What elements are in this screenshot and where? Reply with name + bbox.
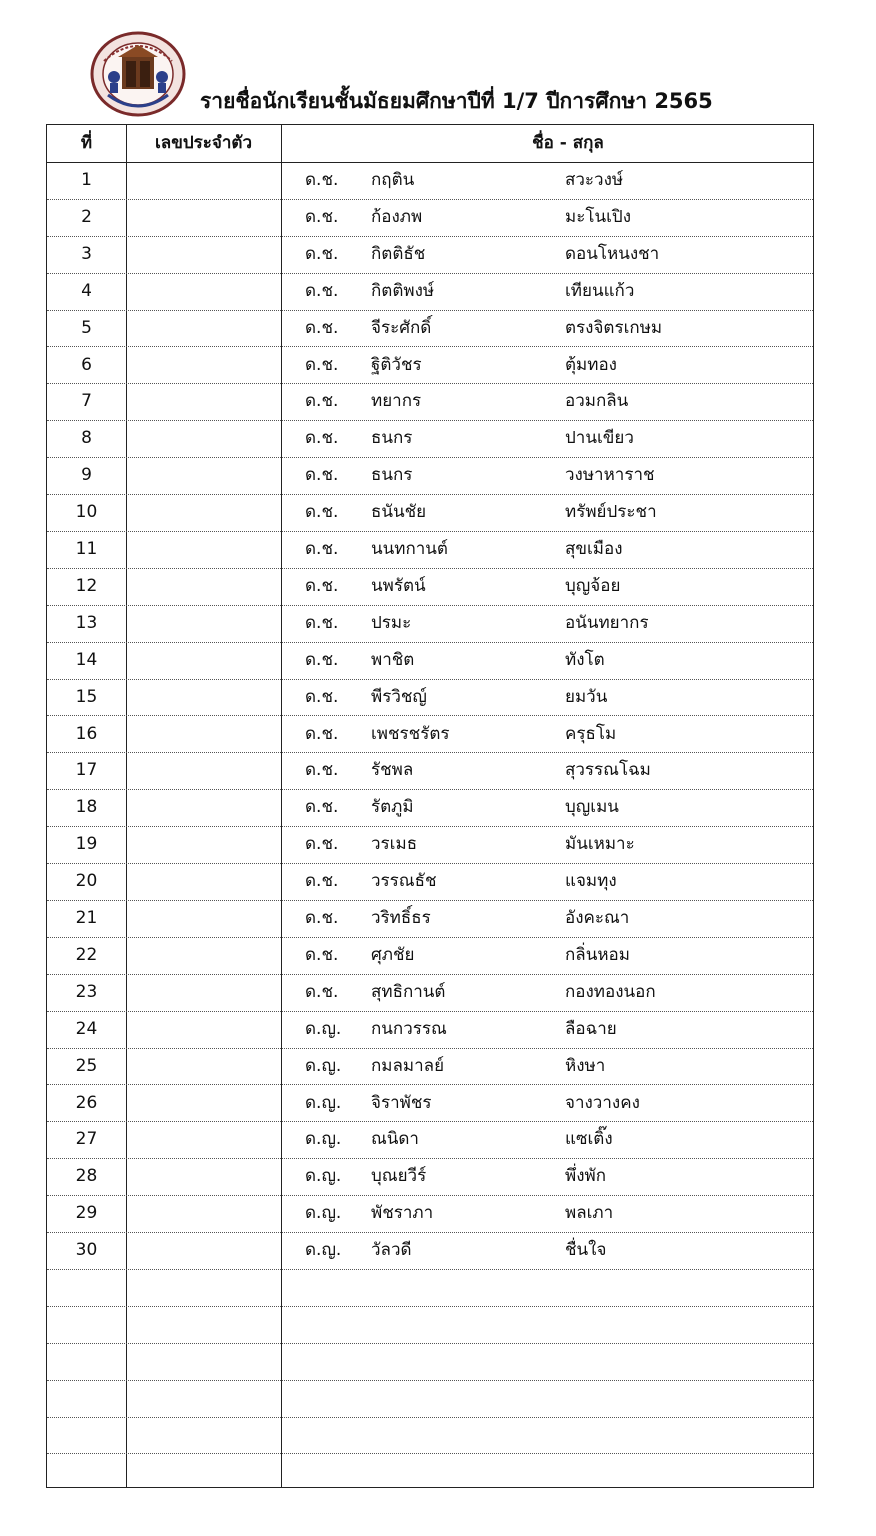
student-last-name: จางวางคง (565, 1092, 640, 1113)
student-prefix: ด.ช. (305, 428, 339, 449)
student-first-name: วรเมธ (371, 834, 418, 855)
student-last-name: พลเภา (565, 1203, 614, 1224)
student-roster-table (46, 124, 814, 1488)
student-first-name: ธนกร (371, 465, 413, 486)
header-number: ที่ (80, 133, 93, 153)
student-last-name: ชื่นใจ (565, 1240, 607, 1261)
student-prefix: ด.ช. (305, 944, 339, 965)
student-first-name: ฐิติวัชร (371, 354, 422, 375)
student-last-name: หิงษา (565, 1055, 606, 1076)
student-last-name: มะโนเปิง (565, 206, 631, 227)
table-row (47, 311, 813, 348)
table-row (47, 1159, 813, 1196)
student-last-name: ทรัพย์ประชา (565, 502, 657, 523)
table-row (47, 1381, 813, 1418)
student-number: 17 (75, 760, 98, 781)
student-last-name: ตรงจิตรเกษม (565, 317, 663, 338)
table-row (47, 753, 813, 790)
student-last-name: มันเหมาะ (565, 834, 635, 855)
student-number: 12 (75, 575, 98, 596)
student-number: 10 (75, 502, 98, 523)
student-prefix: ด.ช. (305, 317, 339, 338)
table-row (47, 680, 813, 717)
student-number: 1 (81, 170, 92, 190)
table-row (47, 864, 813, 901)
table-row (47, 1455, 813, 1492)
header-full-name: ชื่อ - สกุล (532, 133, 604, 153)
student-prefix: ด.ช. (305, 280, 339, 301)
student-last-name: ครุธโม (565, 723, 617, 744)
table-row (47, 643, 813, 680)
student-number: 23 (75, 981, 98, 1002)
table-row (47, 237, 813, 274)
student-last-name: แจมทุง (565, 871, 617, 892)
student-first-name: นพรัตน์ (371, 575, 426, 596)
student-first-name: นนทกานต์ (371, 539, 448, 559)
student-number: 11 (75, 539, 98, 559)
student-prefix: ด.ช. (305, 170, 339, 190)
student-number: 22 (75, 944, 98, 965)
student-prefix: ด.ช. (305, 391, 339, 412)
student-last-name: วงษาหาราช (565, 465, 655, 486)
student-number: 7 (81, 391, 92, 412)
table-row (47, 1012, 813, 1049)
student-first-name: เพชรชรัตร (371, 723, 450, 744)
student-last-name: อังคะณา (565, 908, 630, 928)
student-first-name: พาชิต (371, 649, 415, 670)
student-prefix: ด.ช. (305, 834, 339, 855)
table-header (47, 125, 813, 163)
school-seal-icon (90, 31, 186, 117)
student-prefix: ด.ช. (305, 612, 339, 633)
table-row (47, 1233, 813, 1270)
table-row (47, 421, 813, 458)
student-number: 15 (75, 686, 98, 707)
student-last-name: ยมวัน (565, 686, 608, 707)
table-row (47, 1049, 813, 1086)
student-first-name: พัชราภา (371, 1203, 434, 1224)
student-prefix: ด.ช. (305, 981, 339, 1002)
table-row (47, 901, 813, 938)
table-row (47, 348, 813, 385)
student-number: 3 (81, 243, 92, 264)
student-first-name: ณนิดา (371, 1129, 419, 1150)
student-prefix: ด.ญ. (305, 1203, 342, 1224)
student-number: 30 (75, 1240, 98, 1261)
table-row (47, 938, 813, 975)
student-prefix: ด.ญ. (305, 1092, 342, 1113)
student-first-name: ธนกร (371, 428, 413, 449)
student-prefix: ด.ช. (305, 354, 339, 375)
student-last-name: บุญจ้อย (565, 575, 621, 596)
table-row (47, 1086, 813, 1123)
student-number: 20 (75, 871, 98, 892)
student-first-name: กิตติธัช (371, 243, 426, 264)
student-number: 9 (81, 465, 92, 486)
table-row (47, 606, 813, 643)
student-first-name: ทยากร (371, 391, 422, 412)
table-row (47, 827, 813, 864)
student-prefix: ด.ช. (305, 723, 339, 744)
student-first-name: บุณยวีร์ (371, 1166, 427, 1187)
student-first-name: รัชพล (371, 760, 414, 781)
student-number: 21 (75, 908, 98, 928)
student-first-name: ธนันชัย (371, 502, 427, 523)
student-last-name: บุญเมน (565, 797, 619, 818)
student-last-name: ดอนโหนงชา (565, 243, 660, 264)
student-prefix: ด.ช. (305, 686, 339, 707)
table-row (47, 717, 813, 754)
student-first-name: ปรมะ (371, 612, 412, 633)
student-prefix: ด.ญ. (305, 1129, 342, 1150)
student-prefix: ด.ช. (305, 206, 339, 227)
table-row (47, 163, 813, 200)
student-number: 19 (75, 834, 98, 855)
student-number: 29 (75, 1203, 98, 1224)
table-row (47, 1196, 813, 1233)
table-row (47, 274, 813, 311)
student-last-name: กลิ่นหอม (565, 944, 630, 965)
student-last-name: ลือฉาย (565, 1018, 617, 1039)
student-first-name: วริทธิ์ธร (371, 908, 431, 928)
student-prefix: ด.ช. (305, 575, 339, 596)
student-number: 2 (81, 206, 92, 227)
table-row (47, 495, 813, 532)
student-last-name: ปานเขียว (565, 428, 634, 449)
student-last-name: อวมกลิน (565, 391, 629, 412)
school-logo (90, 31, 186, 117)
table-row (47, 1418, 813, 1455)
student-first-name: กิตติพงษ์ (371, 280, 435, 301)
student-first-name: พีรวิชญ์ (371, 686, 427, 707)
table-row (47, 790, 813, 827)
student-last-name: ตุ้มทอง (565, 354, 617, 375)
student-last-name: แซเติ๊ง (565, 1129, 613, 1150)
table-row (47, 569, 813, 606)
student-prefix: ด.ญ. (305, 1240, 342, 1261)
student-prefix: ด.ช. (305, 465, 339, 486)
student-prefix: ด.ช. (305, 760, 339, 781)
student-prefix: ด.ช. (305, 797, 339, 818)
table-row (47, 384, 813, 421)
header-student-id: เลขประจำตัว (155, 133, 252, 153)
student-number: 27 (75, 1129, 98, 1150)
student-prefix: ด.ช. (305, 649, 339, 670)
student-first-name: วัลวดี (371, 1240, 412, 1261)
student-last-name: สวะวงษ์ (565, 170, 624, 190)
student-prefix: ด.ญ. (305, 1055, 342, 1076)
table-row (47, 458, 813, 495)
student-first-name: รัตภูมิ (371, 797, 414, 818)
student-first-name: สุทธิกานต์ (371, 981, 446, 1002)
table-row (47, 1122, 813, 1159)
student-last-name: ทังโต (565, 649, 605, 670)
student-first-name: ศุภชัย (371, 944, 415, 965)
student-first-name: จิราพัชร (371, 1092, 432, 1113)
student-first-name: กนกวรรณ (371, 1018, 447, 1039)
student-number: 13 (75, 612, 98, 633)
student-last-name: พึ่งพัก (565, 1166, 607, 1187)
student-prefix: ด.ญ. (305, 1018, 342, 1039)
table-row (47, 975, 813, 1012)
page-title: รายชื่อนักเรียนชั้นมัธยมศึกษาปีที่ 1/7 ปีการศึกษา 2565 (200, 89, 713, 113)
student-first-name: จีระศักดิ์ (371, 317, 432, 338)
student-number: 14 (75, 649, 98, 670)
student-prefix: ด.ช. (305, 502, 339, 523)
table-row (47, 532, 813, 569)
student-last-name: สุขเมือง (565, 539, 623, 559)
table-row (47, 200, 813, 237)
student-number: 4 (81, 280, 92, 301)
student-last-name: สุวรรณโฉม (565, 760, 651, 781)
student-number: 8 (81, 428, 92, 449)
student-prefix: ด.ช. (305, 539, 339, 559)
student-number: 18 (75, 797, 98, 818)
student-first-name: กฤติน (371, 170, 415, 190)
student-number: 26 (75, 1092, 98, 1113)
student-number: 28 (75, 1166, 98, 1187)
student-prefix: ด.ญ. (305, 1166, 342, 1187)
student-number: 16 (75, 723, 98, 744)
student-number: 25 (75, 1055, 98, 1076)
student-number: 5 (81, 317, 92, 338)
table-row (47, 1307, 813, 1344)
table-row (47, 1270, 813, 1307)
student-first-name: วรรณธัช (371, 871, 437, 892)
student-first-name: ก้องภพ (371, 206, 423, 227)
student-prefix: ด.ช. (305, 908, 339, 928)
student-last-name: กองทองนอก (565, 981, 656, 1002)
table-row (47, 1344, 813, 1381)
student-prefix: ด.ช. (305, 243, 339, 264)
student-number: 24 (75, 1018, 98, 1039)
student-last-name: อนันทยากร (565, 612, 649, 633)
student-last-name: เทียนแก้ว (565, 280, 635, 301)
student-number: 6 (81, 354, 92, 375)
student-prefix: ด.ช. (305, 871, 339, 892)
student-first-name: กมลมาลย์ (371, 1055, 445, 1076)
